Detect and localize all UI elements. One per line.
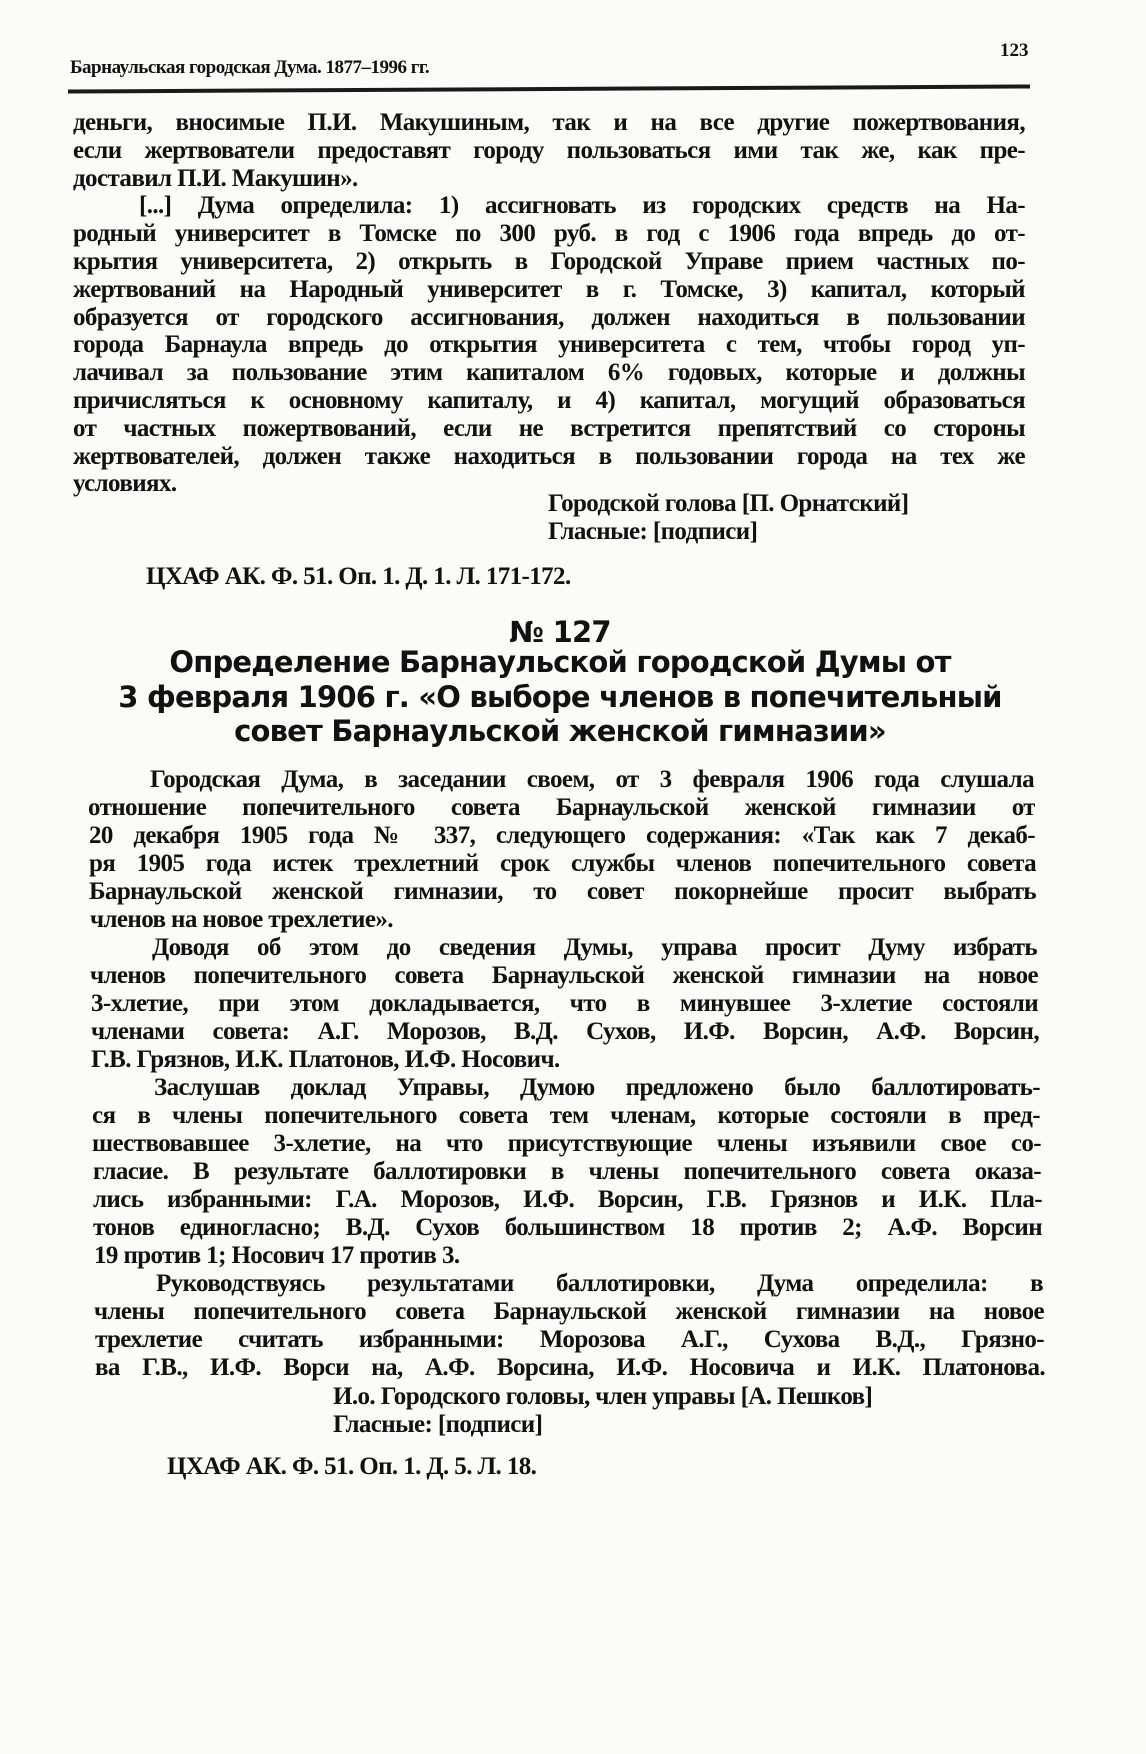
text-line: лачивал за пользование этим капиталом 6% годовых, которые и должны: [73, 359, 1025, 387]
text-line: члены попечительного совета Барнаульской женской гимназии на новое: [94, 1298, 1044, 1325]
text-line: отношение попечительного совета Барнаульской женской гимназии от: [88, 794, 1035, 821]
text-line: членов попечительного совета Барнаульской женской гимназии на новое: [90, 962, 1038, 989]
text-line: трехлетие считать избранными: Морозова А.Г., Сухова В.Д., Грязно-: [95, 1326, 1044, 1353]
archive-reference: ЦХАФ АК. Ф. 51. Оп. 1. Д. 1. Л. 171-172.: [146, 563, 571, 590]
header-rule: [68, 84, 1030, 93]
document-title-line: 3 февраля 1906 г. «О выборе членов в попечительный: [118, 680, 1002, 714]
text-line: Доводя об этом до сведения Думы, управа просит Думу избрать: [152, 934, 1037, 961]
text-line: города Барнаула впредь до открытия университета с тем, чтобы город уп-: [73, 331, 1025, 359]
text-line: членов на новое трехлетие».: [90, 906, 393, 933]
text-line: если жертвователи предоставят городу пользоваться ими так же, как пре-: [73, 136, 1025, 164]
text-line: 19 против 1; Носович 17 против 3.: [94, 1242, 460, 1269]
text-line: гласие. В результате баллотировки в члены попечительного совета оказа-: [93, 1158, 1041, 1185]
text-line: тонов единогласно; В.Д. Сухов большинством 18 против 2; А.Ф. Ворсин: [93, 1214, 1042, 1241]
text-line: лись избранными: Г.А. Морозов, И.Ф. Ворсин, Г.В. Грязнов и И.К. Пла-: [93, 1186, 1042, 1213]
text-line: Городская Дума, в заседании своем, от 3 февраля 1906 года слушала: [150, 766, 1034, 793]
text-line: крытия университета, 2) открыть в Городской Управе прием частных по-: [73, 248, 1025, 275]
text-line: образуется от городского ассигнования, должен находиться в пользовании: [73, 303, 1025, 331]
signature-line: Городской голова [П. Орнатский]: [548, 490, 909, 517]
text-line: 3-хлетие, при этом докладывается, что в минувшее 3-хлетие состояли: [91, 990, 1038, 1017]
document-title-line: совет Барнаульской женской гимназии»: [234, 714, 886, 748]
text-line: Барнаульской женской гимназии, то совет покорнейше просит выбрать: [89, 878, 1036, 905]
signature-line: Гласные: [подписи]: [548, 518, 758, 545]
text-line: [...] Дума определила: 1) ассигновать из городских средств на На-: [139, 192, 1025, 220]
signature-line: Гласные: [подписи]: [333, 1411, 543, 1438]
document-number: № 127: [509, 615, 611, 649]
text-line: ся в члены попечительного совета тем членам, которые состояли в пред-: [92, 1102, 1040, 1129]
text-line: членами совета: А.Г. Морозов, В.Д. Сухов, И.Ф. Ворсин, А.Ф. Ворсин,: [91, 1018, 1039, 1045]
text-line: доставил П.И. Макушин».: [73, 164, 358, 192]
page-number: 123: [1000, 40, 1029, 61]
text-line: Заслушав доклад Управы, Думою предложено было баллотировать-: [154, 1074, 1040, 1101]
running-header: Барнаульская городская Дума. 1877–1996 гг.: [70, 57, 430, 78]
text-line: от частных пожертвований, если не встретится препятствий со стороны: [73, 414, 1025, 442]
signature-line: И.о. Городского головы, член управы [А. Пешков]: [333, 1383, 873, 1410]
text-line: ря 1905 года истек трехлетний срок службы членов попечительного совета: [89, 850, 1036, 877]
archive-reference: ЦХАФ АК. Ф. 51. Оп. 1. Д. 5. Л. 18.: [167, 1453, 537, 1480]
text-line: жертвователей, должен также находиться в пользовании города на тех же: [73, 442, 1025, 470]
text-line: родный университет в Томске по 300 руб. в год с 1906 года впредь до от-: [73, 220, 1025, 248]
document-title-line: Определение Барнаульской городской Думы от: [169, 645, 951, 679]
text-line: Г.В. Грязнов, И.К. Платонов, И.Ф. Носович.: [91, 1046, 560, 1073]
text-line: Руководствуясь результатами баллотировки, Дума определила: в: [156, 1270, 1043, 1297]
text-line: условиях.: [73, 470, 177, 498]
text-line: жертвований на Народный университет в г. Томске, 3) капитал, который: [73, 275, 1025, 303]
text-line: причисляться к основному капиталу, и 4) капитал, могущий образоваться: [73, 387, 1025, 414]
text-line: шествовавшее 3-хлетие, на что присутствующие члены изъявили свое со-: [92, 1130, 1041, 1157]
text-line: ва Г.В., И.Ф. Ворси на, А.Ф. Ворсина, И.Ф. Носовича и И.К. Платонова.: [95, 1354, 1045, 1381]
text-line: 20 декабря 1905 года № 337, следующего содержания: «Так как 7 декаб-: [89, 822, 1035, 849]
text-line: деньги, вносимые П.И. Макушиным, так и на все другие пожертвования,: [73, 109, 1025, 136]
